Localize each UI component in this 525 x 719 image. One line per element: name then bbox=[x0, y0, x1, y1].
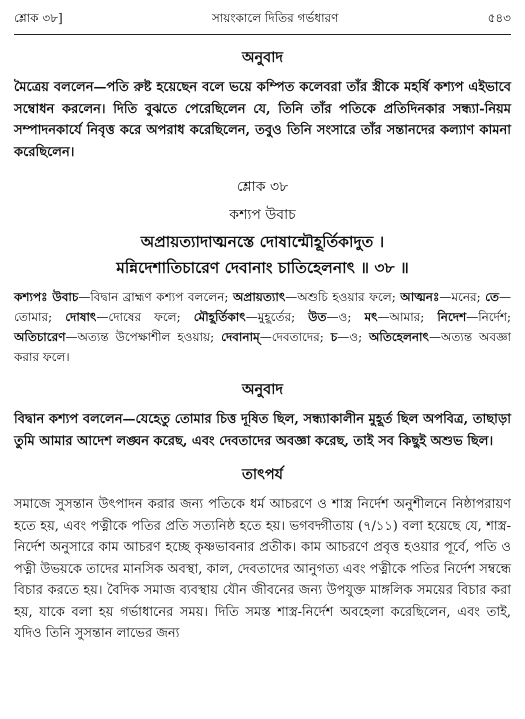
header-verse-ref: শ্লোক ৩৮] bbox=[14, 11, 63, 25]
synonym-word: অতিহেলনাৎ bbox=[369, 330, 429, 344]
synonym-word: কশ্যপঃ উবাচ bbox=[14, 290, 79, 304]
synonym-word: আত্মনঃ bbox=[400, 290, 440, 304]
synonym-meaning: মুহূর্তের bbox=[257, 310, 292, 324]
synonym-meaning: মনের bbox=[451, 290, 477, 304]
verse-line-2: মন্নিদেশাতিচারেণ দেবানাং চাতিহেলনাৎ ॥ ৩৮ ॥ bbox=[116, 258, 409, 277]
synonym-meaning: দোষের ফলে bbox=[108, 310, 177, 324]
synonym-word: অতিচারেণ bbox=[14, 330, 66, 344]
synonym-meaning: নির্দেশ bbox=[478, 310, 508, 324]
synonym-word: উত bbox=[308, 310, 327, 324]
header-rule bbox=[14, 34, 511, 35]
header-page-number: ৫৪৩ bbox=[487, 11, 511, 25]
running-header bbox=[14, 8, 511, 30]
book-page bbox=[14, 8, 511, 713]
synonym-meaning: দেবতাদের bbox=[271, 330, 320, 344]
translation-heading: অনুবাদ bbox=[241, 381, 284, 398]
synonym-word: চ bbox=[330, 330, 338, 344]
prev-translation-heading: অনুবাদ bbox=[241, 49, 284, 66]
verse-block bbox=[14, 175, 511, 279]
synonym-word: মৌহূর্তিকাৎ bbox=[193, 310, 246, 324]
synonym-meaning: ও bbox=[338, 310, 348, 324]
verse-title: শ্লোক ৩৮ bbox=[236, 179, 289, 195]
synonym-word: দোষাৎ bbox=[65, 310, 97, 324]
synonym-meaning: অত্যন্ত অবজ্ঞা করার ফলে। bbox=[14, 330, 512, 364]
synonym-word: অপ্রায়ত্যাৎ bbox=[232, 290, 286, 304]
purport-heading: তাৎপর্য bbox=[241, 466, 284, 483]
synonym-word: তে bbox=[485, 290, 500, 304]
purport-text: সমাজে সুসন্তান উৎপাদন করার জন্য পতিকে ধর্ম আচরণে ও শাস্ত্র নির্দেশ অনুশীলনে নিষ্ঠাপরায়ণ হতে হয়, এবং পত্নীকে পতির প্রতি সত্যনিষ্ঠ হতে হয়। ভগবদ্গীতায় (৭/১১) বলা হয়েছে যে, শাস্ত্র-নির্দেশ অনুসারে কাম আচরণ হচ্ছে কৃষ্ণভাবনার প্রতীক। কাম আচরণে প্রবৃত্ত হওয়ার পূর্বে, পতি ও পত্নী উভয়কে তাদের মানসিক অবস্থা, কাল, দেবতাদের আনুগত্য এবং পত্নীকে পতির নির্দেশ সম্বন্ধে বিচার করতে হয়। বৈদিক সমাজ ব্যবস্থায় যৌন জীবনের জন্য উপযুক্ত মাঙ্গলিক সময়ের বিচার করা হয়, যাকে বলা হয় গর্ভাধানের সময়। দিতি সমস্ত শাস্ত্র-নির্দেশ অবহেলা করেছিলেন, এবং তাই, যদিও তিনি সুসন্তান লাভের জন্য bbox=[14, 497, 511, 641]
synonym-meaning: ও bbox=[349, 330, 359, 344]
synonym-word: নিদেশ bbox=[437, 310, 467, 324]
synonym-meaning: তোমার bbox=[14, 310, 49, 324]
synonym-word: মৎ bbox=[364, 310, 378, 324]
synonym-meaning: বিদ্বান ব্রাহ্মণ কশ্যপ বললেন bbox=[90, 290, 225, 304]
synonyms-paragraph: কশ্যপঃ উবাচ—বিদ্বান ব্রাহ্মণ কশ্যপ বললেন; অপ্রায়ত্যাৎ—অশুচি হওয়ার ফলে; আত্মনঃ—মনের; তে—তোমার; দোষাৎ—দোষের ফলে; মৌহূর্তিকাৎ—মুহূর্তের; উত—ও; মৎ—আমার; নিদেশ—নির্দেশ; অতিচারেণ—অত্যন্ত উপেক্ষাশীল হওয়ায়; দেবানাম্—দেবতাদের; চ—ও; অতিহেলনাৎ—অত্যন্ত অবজ্ঞা করার ফলে। bbox=[14, 290, 512, 364]
verse-line-1: অপ্রায়ত্যাদাত্মনস্তে দোষান্মৌহূর্তিকাদুত । bbox=[140, 232, 385, 251]
header-chapter-title: সায়ংকালে দিতির গর্ভধারণ bbox=[211, 11, 339, 25]
verse-speaker: কশ্যপ উবাচ bbox=[229, 207, 296, 223]
synonym-word: দেবানাম্ bbox=[221, 330, 260, 344]
synonym-meaning: আমার bbox=[389, 310, 421, 324]
synonym-meaning: অশুচি হওয়ার ফলে bbox=[297, 290, 392, 304]
synonym-meaning: অত্যন্ত উপেক্ষাশীল হওয়ায় bbox=[77, 330, 211, 344]
prev-translation-text: মৈত্রেয় বললেন—পতি রুষ্ট হয়েছেন বলে ভয়ে কম্পিত কলেবরা তাঁর স্ত্রীকে মহর্ষি কশ্যপ এইভাবে সম্বোধন করলেন। দিতি বুঝতে পেরেছিলেন যে, তিনি তাঁর পতিকে প্রতিদিনকার সন্ধ্যা-নিয়ম সম্পাদনকার্যে নিবৃত্ত করে অপরাধ করেছিলেন, তবুও তিনি সংসারে তাঁর সন্তানদের কল্যাণ কামনা করেছিলেন। bbox=[14, 80, 511, 160]
translation-text: বিদ্বান কশ্যপ বললেন—যেহেতু তোমার চিত্ত দূষিত ছিল, সন্ধ্যাকালীন মুহূর্ত ছিল অপবিত্র, তাছাড়া তুমি আমার আদেশ লঙ্ঘন করেছ, এবং দেবতাদের অবজ্ঞা করেছ, তাই সব কিছুই অশুভ ছিল। bbox=[14, 412, 511, 449]
